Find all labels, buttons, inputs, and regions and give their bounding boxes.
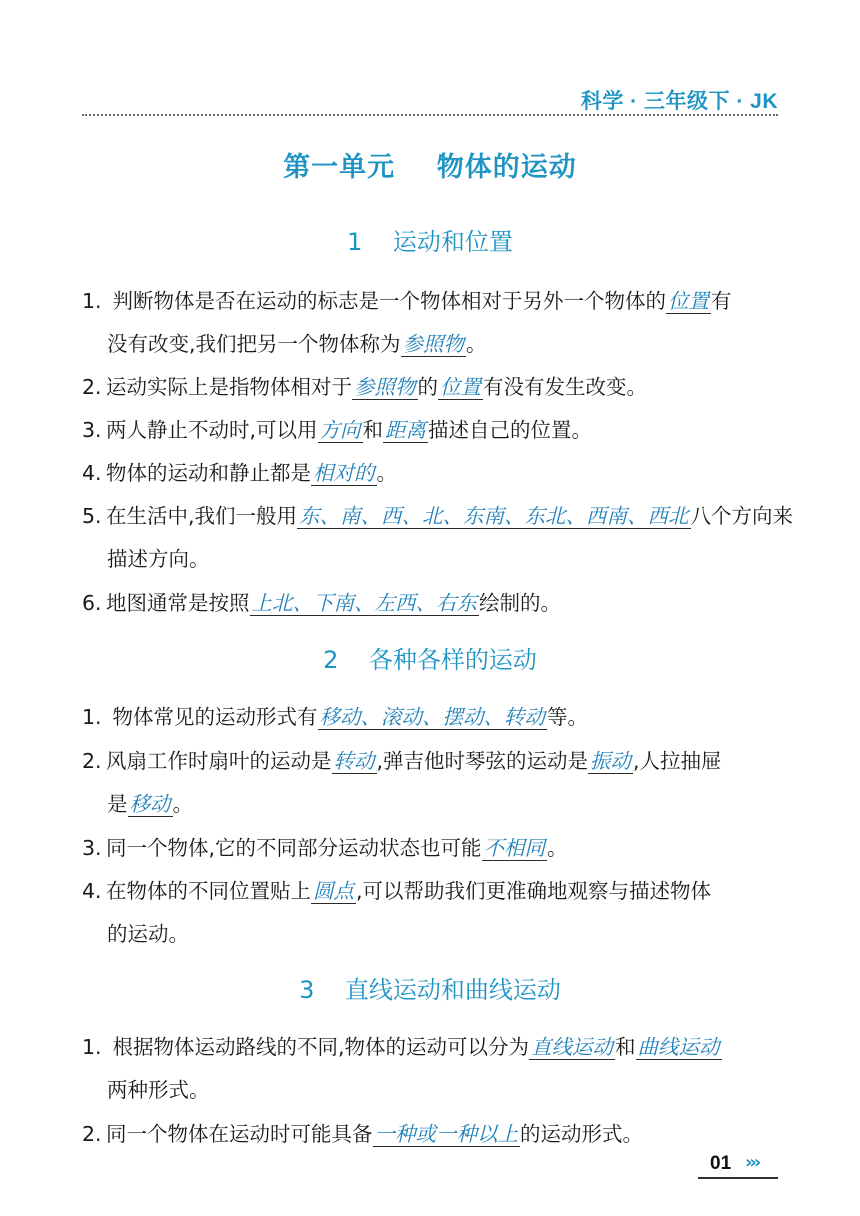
footer-divider bbox=[698, 1177, 778, 1179]
item-text: 。 bbox=[172, 792, 193, 816]
item-text: 在物体的不同位置贴上 bbox=[106, 879, 311, 903]
item-text: 的运动形式。 bbox=[520, 1122, 643, 1146]
unit-title: 第一单元 物体的运动 bbox=[283, 152, 577, 183]
list-item bbox=[82, 409, 782, 452]
list-item bbox=[82, 696, 782, 739]
item-number: 6. bbox=[82, 591, 102, 615]
item-text: 两种形式。 bbox=[107, 1078, 210, 1102]
item-number: 2. bbox=[82, 375, 102, 399]
item-number: 4. bbox=[82, 879, 102, 903]
item-text: 有没有发生改变。 bbox=[483, 375, 647, 399]
list-item bbox=[82, 452, 782, 495]
item-text: ,可以帮助我们更准确地观察与描述物体 bbox=[356, 879, 712, 903]
item-text: 判断物体是否在运动的标志是一个物体相对于另外一个物体的 bbox=[112, 289, 667, 313]
list-item bbox=[82, 280, 782, 366]
item-text: 没有改变,我们把另一个物体称为 bbox=[107, 332, 401, 356]
item-text: 的运动。 bbox=[107, 922, 189, 946]
answer-blank: 参照物 bbox=[402, 332, 465, 356]
list-item bbox=[82, 870, 782, 956]
list-item bbox=[82, 1026, 782, 1112]
list-item bbox=[82, 495, 794, 581]
answer-blank: 位置 bbox=[668, 289, 710, 313]
answer-blank: 一种或一种以上 bbox=[374, 1122, 518, 1146]
item-text: 绘制的。 bbox=[479, 591, 561, 615]
section-title-3: 3 直线运动和曲线运动 bbox=[299, 976, 561, 1004]
page-number: 01 bbox=[710, 1153, 732, 1174]
answer-blank: 相对的 bbox=[313, 461, 375, 485]
item-text: 描述自己的位置。 bbox=[428, 418, 593, 442]
answer-blank: 振动 bbox=[590, 749, 632, 773]
answer-blank: 不相同 bbox=[483, 836, 546, 860]
item-text: 有 bbox=[711, 289, 732, 313]
section-title-2: 2 各种各样的运动 bbox=[323, 646, 537, 674]
item-number: 4. bbox=[82, 461, 102, 485]
item-text: 等。 bbox=[547, 705, 589, 729]
item-number: 2. bbox=[82, 749, 102, 773]
answer-blank: 移动 bbox=[129, 792, 171, 816]
section-title-1: 1 运动和位置 bbox=[347, 228, 513, 256]
item-text: 描述方向。 bbox=[107, 547, 210, 571]
item-number: 1. bbox=[82, 705, 102, 729]
item-text: 在生活中,我们一般用 bbox=[106, 504, 298, 528]
item-text: 两人静止不动时,可以用 bbox=[106, 418, 318, 442]
item-number: 1. bbox=[82, 1035, 102, 1059]
list-item bbox=[82, 740, 782, 826]
item-text: 。 bbox=[376, 461, 397, 485]
item-text: 。 bbox=[466, 332, 487, 356]
answer-blank: 直线运动 bbox=[531, 1035, 614, 1059]
answer-blank: 移动、滚动、摆动、转动 bbox=[319, 705, 546, 729]
answer-blank: 距离 bbox=[385, 418, 427, 442]
answer-blank: 曲线运动 bbox=[637, 1035, 720, 1059]
item-text: ,弹吉他时琴弦的运动是 bbox=[376, 749, 589, 773]
item-text: 八个方向来 bbox=[690, 504, 794, 528]
item-text: ,人拉抽屉 bbox=[633, 749, 722, 773]
list-item bbox=[82, 827, 782, 870]
item-text: 。 bbox=[547, 836, 568, 860]
item-number: 2. bbox=[82, 1122, 102, 1146]
item-text: 物体常见的运动形式有 bbox=[112, 705, 318, 729]
chevron-right-icon: ››› bbox=[745, 1152, 759, 1173]
subject-grade-label: 科学 · 三年级下 · JK bbox=[580, 90, 778, 113]
item-text: 是 bbox=[107, 792, 128, 816]
item-text: 运动实际上是指物体相对于 bbox=[106, 375, 352, 399]
list-item bbox=[82, 1113, 782, 1156]
item-text: 物体的运动和静止都是 bbox=[106, 461, 311, 485]
list-item bbox=[82, 582, 782, 625]
list-item bbox=[82, 366, 782, 409]
answer-blank: 转动 bbox=[333, 749, 375, 773]
answer-blank: 东、南、西、北、东南、东北、西南、西北 bbox=[299, 504, 689, 528]
item-text: 根据物体运动路线的不同,物体的运动可以分为 bbox=[112, 1035, 530, 1059]
item-text: 风扇工作时扇叶的运动是 bbox=[106, 749, 332, 773]
item-text: 的 bbox=[417, 375, 438, 399]
answer-blank: 上北、下南、左西、右东 bbox=[251, 591, 477, 615]
item-number: 1. bbox=[82, 289, 102, 313]
page-header bbox=[82, 82, 778, 116]
answer-blank: 方向 bbox=[319, 418, 361, 442]
item-number: 3. bbox=[82, 836, 102, 860]
item-text: 和 bbox=[615, 1035, 636, 1059]
item-number: 3. bbox=[82, 418, 102, 442]
item-text: 同一个物体在运动时可能具备 bbox=[106, 1122, 373, 1146]
answer-blank: 位置 bbox=[440, 375, 481, 399]
item-number: 5. bbox=[82, 504, 102, 528]
item-text: 地图通常是按照 bbox=[106, 591, 250, 615]
item-text: 同一个物体,它的不同部分运动状态也可能 bbox=[106, 836, 482, 860]
answer-blank: 参照物 bbox=[354, 375, 416, 399]
item-text: 和 bbox=[362, 418, 384, 442]
answer-blank: 圆点 bbox=[313, 879, 354, 903]
